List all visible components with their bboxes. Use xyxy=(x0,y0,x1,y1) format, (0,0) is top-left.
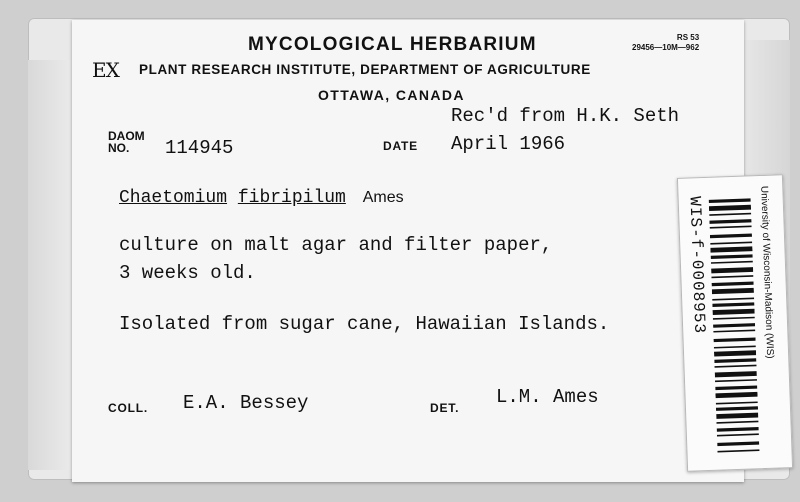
institution-name: University of Wisconsin-Madison (WIS) xyxy=(758,185,776,359)
barcode-stripe xyxy=(712,302,754,307)
form-code-line1: RS 53 xyxy=(676,33,700,42)
species: fibripilum xyxy=(237,188,346,208)
barcode-stripe xyxy=(710,234,752,239)
barcode-id: WIS-f-0008953 xyxy=(685,196,709,335)
daom-label-line2: NO. xyxy=(108,141,130,155)
det-label: DET. xyxy=(430,401,460,415)
genus: Chaetomium xyxy=(119,188,228,208)
daom-label-line1: DAOM xyxy=(108,129,145,143)
form-code-line2: 29456—10M—962 xyxy=(632,43,700,52)
barcode-stripe xyxy=(717,427,759,432)
form-code xyxy=(632,33,699,53)
barcode-stripe xyxy=(709,219,751,224)
date-value: April 1966 xyxy=(451,133,566,155)
barcode-stripe xyxy=(713,309,755,315)
barcode-label xyxy=(677,174,793,472)
envelope-flap-left xyxy=(28,60,76,470)
barcode-image xyxy=(709,196,760,459)
barcode-stripe xyxy=(709,198,751,203)
barcode-stripe xyxy=(711,254,753,259)
barcode-stripe xyxy=(714,350,756,356)
herbarium-title: MYCOLOGICAL HERBARIUM xyxy=(248,34,537,55)
ex-stamp: EX xyxy=(92,58,119,82)
substrate-line2: 3 weeks old. xyxy=(119,262,256,284)
barcode-stripe xyxy=(717,441,759,446)
date-label: DATE xyxy=(383,139,418,153)
barcode-stripe xyxy=(717,449,759,452)
barcode-stripe xyxy=(714,345,756,348)
barcode-stripe xyxy=(711,267,753,273)
barcode-stripe xyxy=(712,282,754,287)
barcode-stripe xyxy=(715,385,757,390)
institute-name: PLANT RESEARCH INSTITUTE, DEPARTMENT OF AGRICULTURE xyxy=(139,62,591,77)
barcode-stripe xyxy=(710,242,752,245)
determiner: L.M. Ames xyxy=(496,386,599,408)
daom-label xyxy=(108,130,145,154)
barcode-stripe xyxy=(710,246,752,252)
barcode-stripe xyxy=(716,401,758,404)
coll-label: COLL. xyxy=(108,401,148,415)
barcode-stripe xyxy=(715,392,757,398)
barcode-stripe xyxy=(710,226,752,229)
barcode-stripe xyxy=(713,317,755,320)
barcode-stripe xyxy=(709,213,751,216)
barcode-stripe xyxy=(717,433,759,436)
barcode-stripe xyxy=(716,421,758,424)
daom-number: 114945 xyxy=(165,137,234,159)
collector: E.A. Bessey xyxy=(183,392,309,414)
barcode-stripe xyxy=(715,379,757,382)
substrate-line1: culture on malt agar and filter paper, xyxy=(119,234,553,256)
barcode-stripe xyxy=(714,337,756,342)
barcode-stripe xyxy=(713,323,755,328)
barcode-stripe xyxy=(714,358,756,363)
barcode-stripe xyxy=(711,275,753,278)
taxon-author: Ames xyxy=(362,189,404,206)
received-from: Rec'd from H.K. Seth xyxy=(451,105,680,127)
barcode-stripe xyxy=(716,413,758,419)
barcode-stripe xyxy=(712,288,754,294)
city-name: OTTAWA, CANADA xyxy=(318,87,465,103)
locality: Isolated from sugar cane, Hawaiian Islands. xyxy=(119,313,610,335)
barcode-stripe xyxy=(711,261,753,264)
barcode-stripe xyxy=(714,365,756,368)
barcode-stripe xyxy=(709,205,751,211)
taxon-name xyxy=(119,188,404,208)
barcode-stripe xyxy=(713,329,755,332)
barcode-stripe xyxy=(715,371,757,377)
barcode-stripe xyxy=(712,298,754,301)
barcode-stripe xyxy=(716,406,758,411)
